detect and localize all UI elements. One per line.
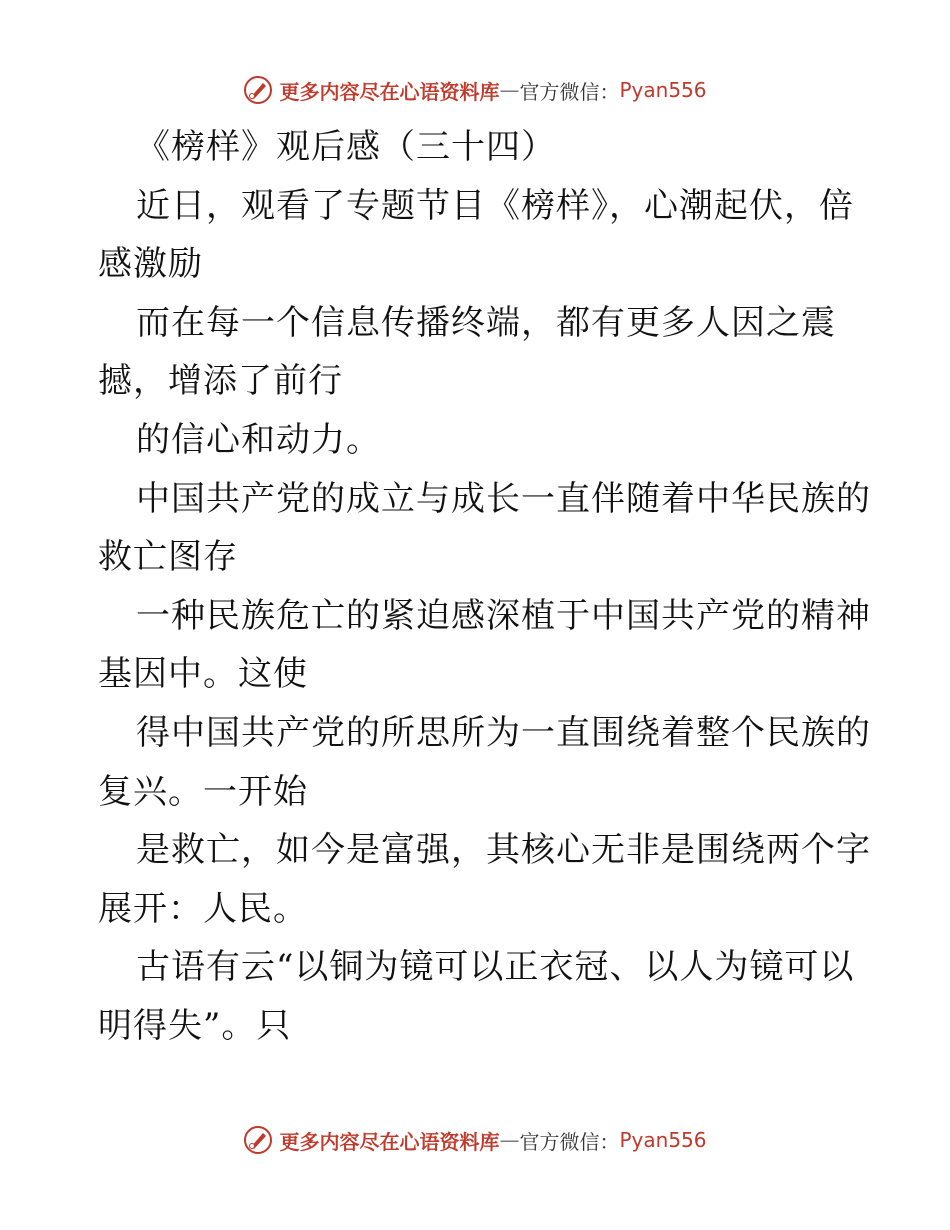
paragraph-line: 撼，增添了前行 — [98, 361, 343, 402]
banner-site-text: 更多内容尽在心语资料库 — [279, 1129, 500, 1154]
paragraph-line: 感激励 — [98, 244, 203, 285]
paragraph-line: 复兴。一开始 — [98, 771, 308, 812]
banner-separator: — — [499, 78, 520, 102]
pen-logo-icon — [243, 1125, 273, 1155]
pen-logo-icon — [243, 75, 273, 105]
footer-banner — [0, 1120, 950, 1160]
paragraph-line: 得中国共产党的所思所为一直围绕着整个民族的 — [136, 712, 871, 753]
document-title: 《榜样》观后感（三十四） — [136, 127, 556, 167]
paragraph-line: 展开：人民。 — [98, 888, 308, 929]
paragraph-line: 近日，观看了专题节目《榜样》，心潮起伏，倍 — [136, 185, 854, 226]
paragraph-line: 中国共产党的成立与成长一直伴随着中华民族的 — [136, 478, 871, 519]
banner-site-text: 更多内容尽在心语资料库 — [279, 79, 500, 104]
banner-wechat-id: Pyan556 — [619, 1128, 707, 1152]
banner-separator: — — [499, 1128, 520, 1152]
banner-wechat-id: Pyan556 — [619, 78, 707, 102]
paragraph-line: 救亡图存 — [98, 537, 238, 578]
paragraph-line: 一种民族危亡的紧迫感深植于中国共产党的精神 — [136, 595, 871, 636]
paragraph-line: 是救亡，如今是富强，其核心无非是围绕两个字 — [136, 830, 871, 871]
paragraph-line: 而在每一个信息传播终端，都有更多人因之震 — [136, 302, 836, 343]
banner-wechat-label: 官方微信： — [519, 79, 620, 104]
paragraph-line: 明得失”。只 — [98, 1005, 292, 1046]
banner-wechat-label: 官方微信： — [519, 1129, 620, 1154]
paragraph-line: 古语有云“以铜为镜可以正衣冠、以人为镜可以 — [136, 947, 855, 988]
document-body — [98, 118, 871, 1056]
paragraph-line: 基因中。这使 — [98, 654, 308, 695]
paragraph-line: 的信心和动力。 — [136, 419, 381, 460]
header-banner — [0, 70, 950, 110]
